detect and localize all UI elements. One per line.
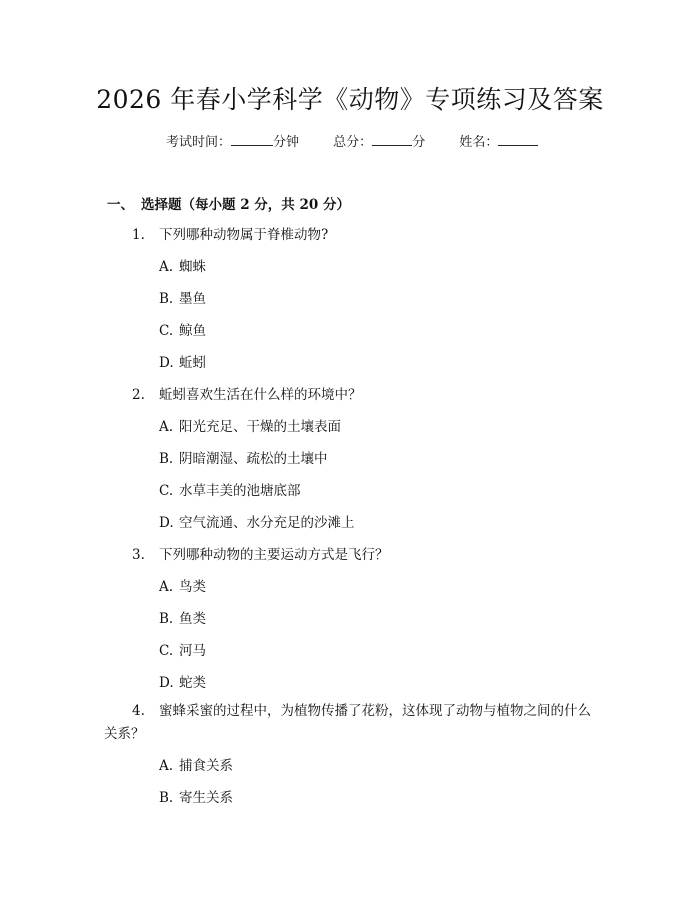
question-1-option-b [159,287,206,307]
question-3-option-d [159,671,206,691]
question-3-option-b [159,607,206,627]
option-text: 河马 [179,643,206,659]
option-text: 蜘蛛 [179,259,206,275]
option-text: 捕食关系 [179,758,233,774]
question-text: 下列哪种动物的主要运动方式是飞行？ [159,547,389,563]
question-4-option-a [159,754,233,774]
option-text: 鲸鱼 [179,323,206,339]
question-2-option-c [159,479,301,499]
section-number: 一、 [107,197,134,213]
option-letter: D. [159,355,174,371]
question-number: 4. [132,703,145,719]
question-3-option-c [159,639,206,659]
exam-time-field [166,131,299,150]
question-number: 2. [132,387,145,403]
question-2-option-b [159,447,328,467]
exam-time-blank [231,133,273,146]
option-text: 水草丰美的池塘底部 [179,483,301,499]
student-name-label: 姓名： [459,135,499,150]
question-4 [104,700,604,746]
option-text: 阳光充足、干燥的土壤表面 [179,419,341,435]
question-1-option-d [159,351,206,371]
section-title: 选择题（每小题 2 分，共 20 分） [141,197,350,213]
total-score-unit: 分 [412,135,426,150]
question-1 [132,223,328,243]
option-text: 蚯蚓 [179,355,206,371]
question-2 [132,383,362,403]
question-text: 下列哪种动物属于脊椎动物? [159,227,329,243]
total-score-field [333,131,425,150]
option-letter: C. [159,483,174,499]
student-name-blank [498,133,538,146]
option-letter: B. [159,790,174,806]
question-number: 1. [132,227,145,243]
question-4-option-b [159,786,233,806]
question-text-line-2: 关系？ [104,726,145,742]
option-letter: C. [159,323,174,339]
option-text: 空气流通、水分充足的沙滩上 [179,515,355,531]
total-score-blank [372,133,412,146]
exam-time-label: 考试时间： [166,135,232,150]
option-text: 蛇类 [179,675,206,691]
question-1-option-c [159,319,206,339]
page-title: 2026 年春小学科学《动物》专项练习及答案 [96,85,604,114]
option-letter: A. [159,419,174,435]
question-2-option-a [159,415,341,435]
option-letter: B. [159,291,174,307]
option-letter: B. [159,451,174,467]
total-score-label: 总分： [333,135,373,150]
question-3 [132,543,389,563]
option-letter: A. [159,259,174,275]
option-text: 寄生关系 [179,790,233,806]
option-letter: A. [159,579,174,595]
option-text: 墨鱼 [179,291,206,307]
question-3-option-a [159,575,206,595]
option-letter: D. [159,515,174,531]
option-text: 阴暗潮湿、疏松的土壤中 [179,451,328,467]
question-text: 蜜蜂采蜜的过程中，为植物传播了花粉，这体现了动物与植物之间的什么 [159,703,591,719]
question-text: 蚯蚓喜欢生活在什么样的环境中？ [159,387,362,403]
question-number: 3. [132,547,145,563]
option-letter: D. [159,675,174,691]
option-letter: A. [159,758,174,774]
section-heading [107,193,350,213]
option-text: 鸟类 [179,579,206,595]
option-letter: B. [159,611,174,627]
option-letter: C. [159,643,174,659]
question-2-option-d [159,511,355,531]
question-text-line-1 [104,700,604,723]
option-text: 鱼类 [179,611,206,627]
exam-info-row [166,131,538,150]
exam-time-unit: 分钟 [273,135,300,150]
question-1-option-a [159,255,206,275]
student-name-field [459,131,538,150]
